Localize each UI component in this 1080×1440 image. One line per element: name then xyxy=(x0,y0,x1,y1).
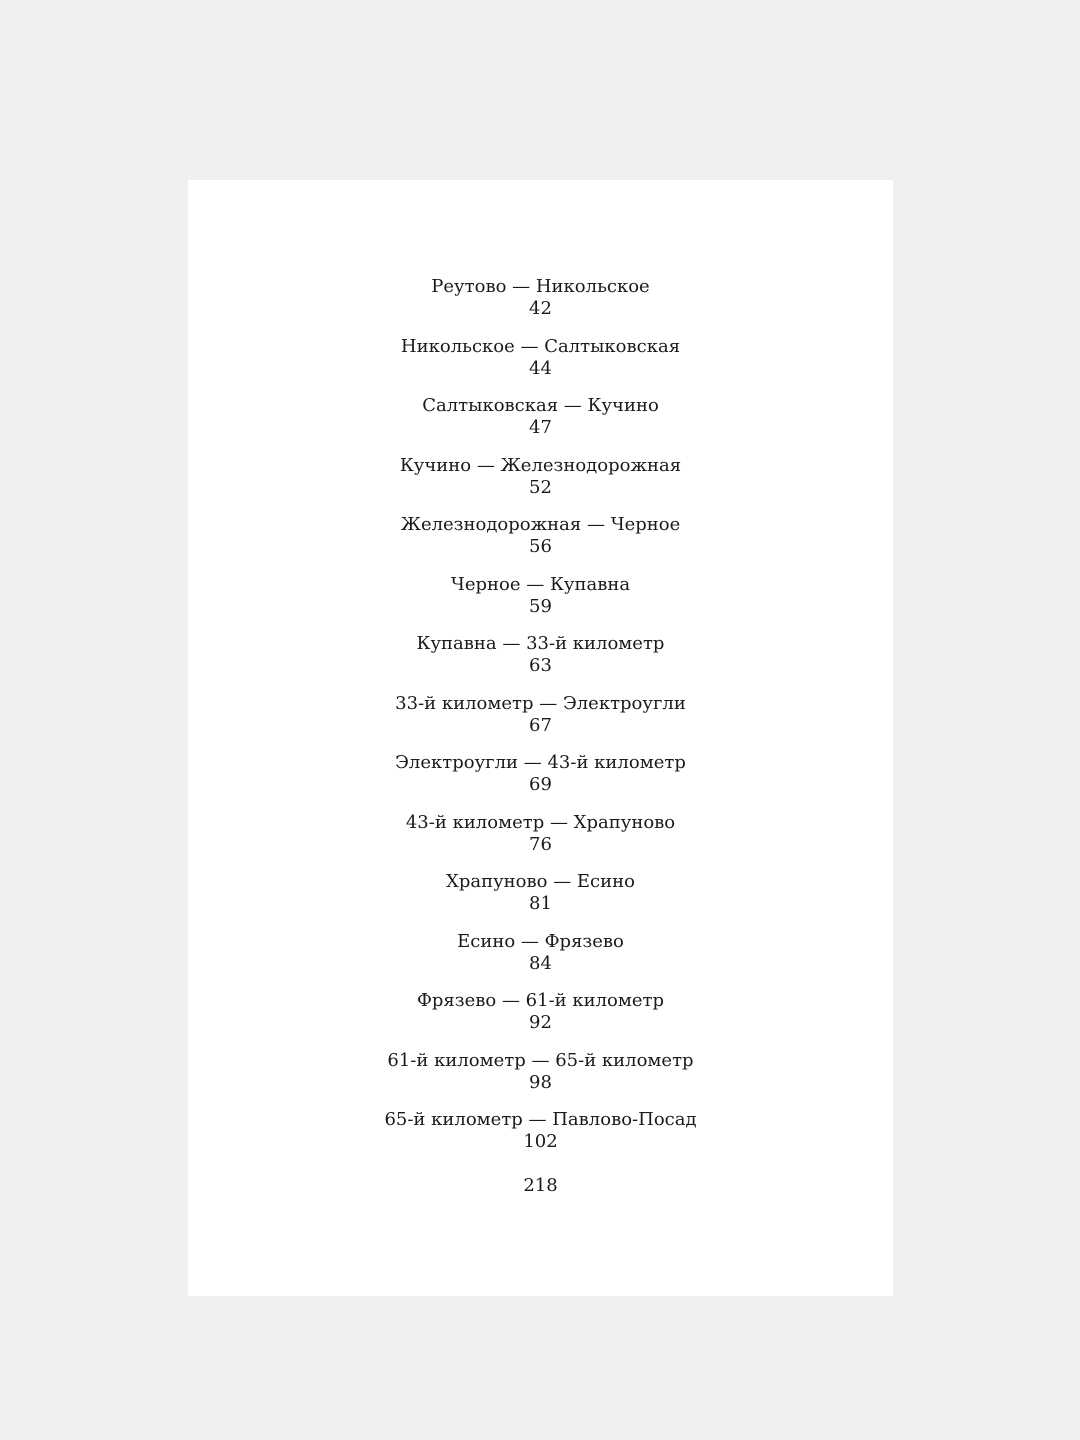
toc-entry-page: 98 xyxy=(529,1071,552,1093)
toc-entry-page: 81 xyxy=(529,893,552,914)
toc-entry-title: Купавна — 33-й километр xyxy=(416,633,665,654)
page-number: 218 xyxy=(523,1175,558,1196)
toc-entry-title: Есино — Фрязево xyxy=(457,930,624,952)
toc-entry-page: 56 xyxy=(529,536,552,557)
toc-entry xyxy=(188,990,893,1050)
toc-entry-page: 92 xyxy=(529,1012,552,1033)
table-of-contents xyxy=(188,276,893,1169)
toc-entry-title: 33-й километр — Электроугли xyxy=(395,692,686,714)
toc-entry xyxy=(188,574,893,634)
toc-entry-title: Храпуново — Есино xyxy=(446,871,635,892)
toc-entry-title: Салтыковская — Кучино xyxy=(422,395,659,416)
toc-entry-page: 67 xyxy=(529,714,552,736)
toc-entry-page: 59 xyxy=(529,595,552,617)
toc-entry xyxy=(188,812,893,872)
toc-entry xyxy=(188,871,893,931)
toc-entry xyxy=(188,514,893,574)
toc-entry-title: 61-й километр — 65-й километр xyxy=(387,1049,694,1071)
toc-entry-title: Электроугли — 43-й километр xyxy=(395,752,686,773)
toc-entry xyxy=(188,693,893,753)
toc-entry-title: Никольское — Салтыковская xyxy=(400,335,681,357)
toc-entry-title: Кучино — Железнодорожная xyxy=(399,454,682,476)
toc-entry xyxy=(188,276,893,336)
book-page xyxy=(188,180,893,1296)
toc-entry-page: 69 xyxy=(529,774,552,795)
toc-entry xyxy=(188,633,893,693)
toc-entry xyxy=(188,336,893,396)
toc-entry-page: 47 xyxy=(529,417,552,438)
toc-entry-title: Железнодорожная — Черное xyxy=(400,514,681,535)
toc-entry xyxy=(188,1050,893,1110)
toc-entry-title: 65-й километр — Павлово-Посад xyxy=(384,1109,697,1130)
toc-entry xyxy=(188,1109,893,1169)
toc-entry-title: Фрязево — 61-й километр xyxy=(416,990,665,1011)
toc-entry-page: 102 xyxy=(523,1131,558,1152)
toc-entry-page: 44 xyxy=(529,357,552,379)
toc-entry xyxy=(188,931,893,991)
toc-entry-title: Реутово — Никольское xyxy=(431,276,650,297)
toc-entry-title: 43-й километр — Храпуново xyxy=(405,811,676,833)
toc-entry-page: 84 xyxy=(529,952,552,974)
toc-entry-title: Черное — Купавна xyxy=(450,573,631,595)
toc-entry xyxy=(188,395,893,455)
toc-entry-page: 42 xyxy=(529,298,552,319)
toc-entry-page: 76 xyxy=(529,833,552,855)
toc-entry xyxy=(188,455,893,515)
toc-entry-page: 52 xyxy=(529,476,552,498)
toc-entry xyxy=(188,752,893,812)
toc-entry-page: 63 xyxy=(529,655,552,676)
